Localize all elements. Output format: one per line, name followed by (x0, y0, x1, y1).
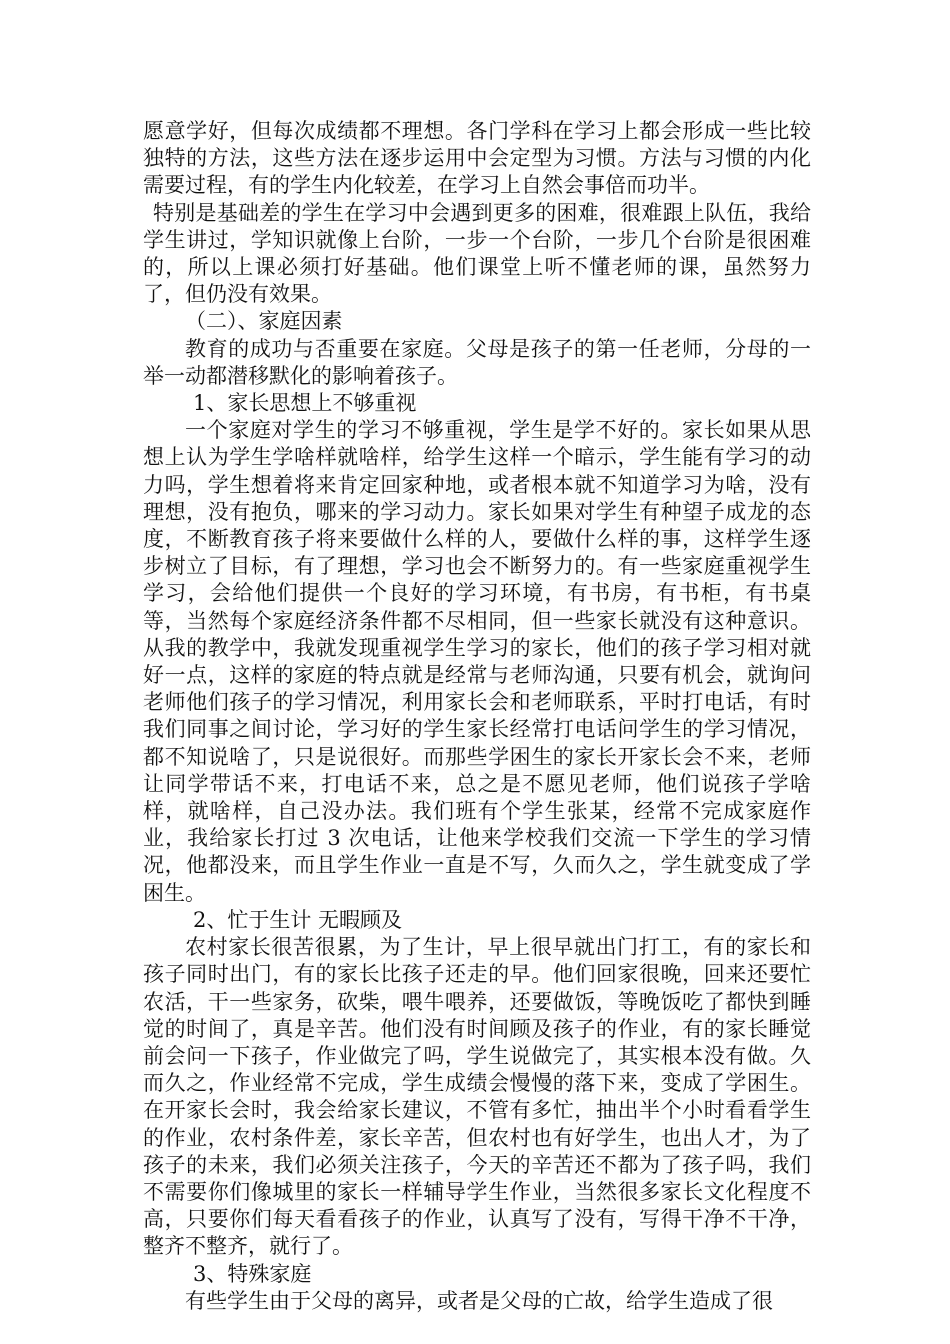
paragraph-weak-foundation: 特别是基础差的学生在学习中会遇到更多的困难，很难跟上队伍，我给学生讲过，学知识就像上台阶，一步一个台阶，一步几个台阶是很困难的，所以上课必须打好基础。他们课堂上听不懂老师的课，虽然努力了，但仍没有效果。 (143, 200, 811, 307)
document-page (143, 118, 811, 1315)
paragraph-family-importance: 教育的成功与否重要在家庭。父母是孩子的第一任老师，分母的一举一动都潜移默化的影响着孩子。 (143, 336, 811, 388)
subheading-busy-making-living: 2、忙于生计 无暇顾及 (193, 907, 403, 932)
paragraph-study-habits: 愿意学好，但每次成绩都不理想。各门学科在学习上都会形成一些比较独特的方法，这些方法在逐步运用中会定型为习惯。方法与习惯的内化需要过程，有的学生内化较差，在学习上自然会事倍而功半。 (143, 119, 811, 198)
paragraph-special-families: 有些学生由于父母的离异，或者是父母的亡故，给学生造成了很 (185, 1288, 773, 1313)
subheading-special-families: 3、特殊家庭 (193, 1261, 312, 1286)
paragraph-parents-not-valuing: 一个家庭对学生的学习不够重视，学生是学不好的。家长如果从思想上认为学生学啥样就啥样，给学生这样一个暗示，学生能有学习的动力吗，学生想着将来肯定回家种地，或者根本就不知道学习为啥，没有理想，没有抱负，哪来的学习动力。家长如果对学生有种望子成龙的态度，不断教育孩子将来要做什么样的人，要做什么样的事，这样学生逐步树立了目标，有了理想，学习也会不断努力的。有一些家庭重视学生学习，会给他们提供一个良好的学习环境，有书房，有书柜，有书桌等，当然每个家庭经济条件都不尽相同，但一些家长就没有这种意识。从我的教学中，我就发现重视学生学习的家长，他们的孩子学习相对就好一点，这样的家庭的特点就是经常与老师沟通，只要有机会，就询问老师他们孩子的学习情况，利用家长会和老师联系，平时打电话，有时我们同事之间讨论，学习好的学生家长经常打电话问学生的学习情况，都不知说啥了，只是说很好。而那些学困生的家长开家长会不来，老师让同学带话不来，打电话不来，总之是不愿见老师，他们说孩子学啥样，就啥样，自己没办法。我们班有个学生张某，经常不完成家庭作业，我给家长打过 3 次电话，让他来学校我们交流一下学生的学习情况，他都没来，而且学生作业一直是不写，久而久之，学生就变成了学困生。 (143, 418, 811, 905)
section-heading-family-factors: （二）、家庭因素 (185, 309, 343, 334)
subheading-parents-not-valuing: 1、家长思想上不够重视 (193, 391, 417, 416)
paragraph-busy-making-living: 农村家长很苦很累，为了生计，早上很早就出门打工，有的家长和孩子同时出门，有的家长比孩子还走的早。他们回家很晚，回来还要忙农活，干一些家务，砍柴，喂牛喂养，还要做饭，等晚饭吃了都快到睡觉的时间了，真是辛苦。他们没有时间顾及孩子的作业，有的家长睡觉前会问一下孩子，作业做完了吗，学生说做完了，其实根本没有做。久而久之，作业经常不完成，学生成绩会慢慢的落下来，变成了学困生。在开家长会时，我会给家长建议，不管有多忙，抽出半个小时看看学生的作业，农村条件差，家长辛苦，但农村也有好学生，也出人才，为了孩子的未来，我们必须关注孩子，今天的辛苦还不都为了孩子吗，我们不需要你们像城里的家长一样辅导学生作业，当然很多家长文化程度不高，只要你们每天看看孩子的作业，认真写了没有，写得干净不干净，整齐不整齐，就行了。 (143, 935, 811, 1259)
